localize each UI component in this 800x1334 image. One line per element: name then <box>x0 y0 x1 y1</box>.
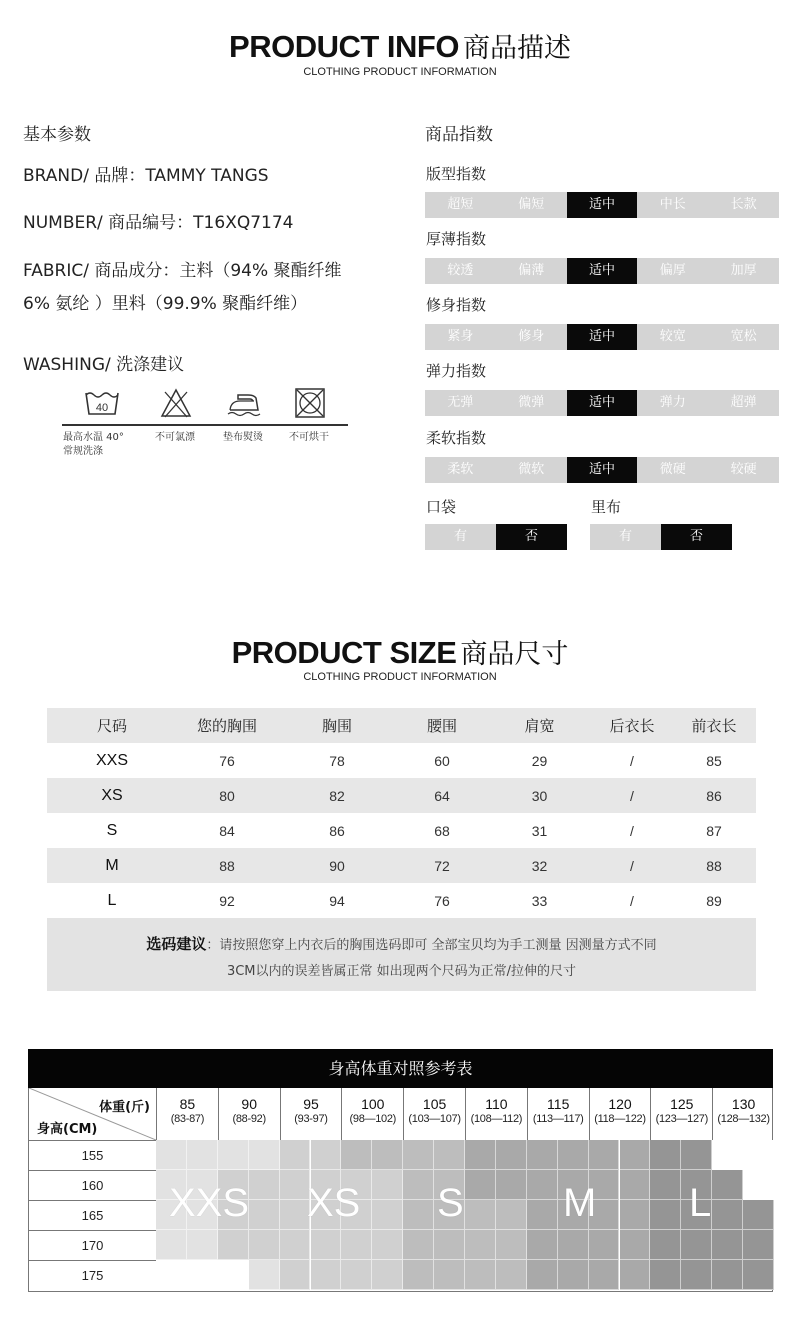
table-cell: 84 <box>219 822 235 839</box>
reference-grid-cell <box>558 1140 589 1170</box>
index-option-selected: 适中 <box>567 324 638 350</box>
index-bar-soft <box>425 457 779 483</box>
reference-grid-cell <box>434 1230 465 1260</box>
reference-grid-cell <box>712 1170 743 1200</box>
reference-grid-cell <box>712 1200 743 1230</box>
height-row-label: 160 <box>29 1170 156 1200</box>
index-option: 超短 <box>447 197 474 212</box>
reference-grid-cell <box>743 1170 774 1200</box>
reference-grid-cell <box>620 1260 651 1290</box>
index-option: 微弹 <box>518 395 545 410</box>
lining-label: 里布 <box>591 498 622 516</box>
size-table <box>47 708 756 918</box>
reference-grid-cell <box>249 1260 280 1290</box>
table-cell: / <box>630 752 634 769</box>
table-cell: / <box>630 822 634 839</box>
reference-grid-cell <box>156 1230 187 1260</box>
size-subtitle: CLOTHING PRODUCT INFORMATION <box>303 671 497 683</box>
table-row <box>47 883 756 918</box>
size-region-label: L <box>689 1181 712 1225</box>
size-region-label: XS <box>307 1181 361 1225</box>
reference-grid-cell <box>341 1260 372 1290</box>
weight-column-header <box>527 1088 589 1140</box>
reference-grid-cell <box>249 1140 280 1170</box>
size-note-box <box>47 918 756 991</box>
reference-grid-cell <box>650 1200 681 1230</box>
table-cell: / <box>592 778 672 813</box>
table-cell: XXS <box>95 751 128 769</box>
reference-grid-cell <box>372 1140 403 1170</box>
table-cell: 30 <box>487 778 592 813</box>
table-cell: 86 <box>672 778 756 813</box>
reference-grid-cell <box>527 1230 558 1260</box>
fabric-line-2: 6% 氨纶 ）里料（99.9% 聚酯纤维） <box>23 294 308 314</box>
reference-grid-cell <box>496 1260 527 1290</box>
weight-range: (128—132) <box>717 1113 770 1125</box>
index-option: 偏厚 <box>659 263 686 278</box>
table-cell: / <box>592 848 672 883</box>
wash-caption-1: 最高水温 40° 常规洗涤 <box>63 432 124 457</box>
lining-bar <box>590 524 732 550</box>
weight-value: 115 <box>547 1096 570 1112</box>
index-option: 修身 <box>518 329 545 344</box>
reference-grid-cell <box>280 1200 311 1230</box>
lining-option: 有 <box>618 529 632 544</box>
header-cell: 胸围 <box>277 708 397 743</box>
info-title-en: PRODUCT INFO <box>229 29 459 64</box>
reference-grid-cell <box>650 1140 681 1170</box>
reference-grid-cell <box>681 1230 712 1260</box>
no-tumble-dry-icon <box>294 387 326 423</box>
reference-grid-cell <box>465 1170 496 1200</box>
iron-with-cloth-icon <box>226 390 264 424</box>
weight-column-header <box>403 1088 465 1140</box>
table-cell: 80 <box>177 778 277 813</box>
index-option: 柔软 <box>447 462 474 477</box>
washing-heading: WASHING/ 洗涤建议 <box>23 355 185 375</box>
reference-grid-cell <box>403 1260 434 1290</box>
table-cell: 94 <box>329 892 345 909</box>
reference-grid-cell <box>249 1170 280 1200</box>
pocket-option: 有 <box>453 529 467 544</box>
weight-value: 125 <box>670 1096 694 1112</box>
index-option: 较硬 <box>730 462 757 477</box>
reference-grid-cell <box>620 1200 651 1230</box>
weight-value: 130 <box>731 1096 756 1112</box>
reference-grid-cell <box>620 1170 651 1200</box>
reference-grid-cell <box>496 1230 527 1260</box>
weight-column-header <box>589 1088 651 1140</box>
size-region-label: S <box>437 1181 464 1225</box>
reference-grid-cell <box>527 1200 558 1230</box>
indices-heading: 商品指数 <box>425 125 493 145</box>
weight-range: (93-97) <box>294 1113 328 1125</box>
index-option: 微硬 <box>659 462 686 477</box>
wash-caption-3: 垫布熨烫 <box>223 432 263 443</box>
weight-range: (118—122) <box>594 1113 646 1125</box>
reference-grid-cell <box>743 1200 774 1230</box>
index-option-selected: 适中 <box>567 258 638 284</box>
reference-grid-cell <box>496 1170 527 1200</box>
lining-option-selected: 否 <box>661 524 732 550</box>
index-option: 宽松 <box>730 329 757 344</box>
reference-grid-cell <box>187 1260 218 1290</box>
table-cell: 76 <box>219 752 235 769</box>
weight-column-header <box>280 1088 342 1140</box>
table-cell: 32 <box>487 848 592 883</box>
reference-grid-cell <box>218 1140 249 1170</box>
table-cell: 31 <box>531 822 548 839</box>
weight-value: 95 <box>303 1096 319 1112</box>
index-option: 较透 <box>447 263 474 278</box>
reference-grid-cell <box>280 1140 311 1170</box>
index-label-fit: 版型指数 <box>426 165 487 183</box>
size-region-label: XXS <box>169 1181 250 1225</box>
weight-column-header <box>156 1088 218 1140</box>
index-option: 较宽 <box>659 329 686 344</box>
table-row <box>47 848 756 883</box>
weight-range: (83-87) <box>170 1113 205 1125</box>
table-row <box>47 743 756 778</box>
info-title-cn: 商品描述 <box>462 33 571 64</box>
index-option: 偏薄 <box>518 263 545 278</box>
reference-grid-cell <box>187 1230 218 1260</box>
wash-temp-label: 40 <box>95 402 109 414</box>
reference-grid-cell <box>372 1170 403 1200</box>
header-cell: 前衣长 <box>672 708 756 743</box>
table-cell: 86 <box>329 822 345 839</box>
table-cell: 85 <box>706 752 722 769</box>
reference-grid-cell <box>496 1140 527 1170</box>
reference-grid-cell <box>372 1260 403 1290</box>
table-cell: 29 <box>531 752 548 769</box>
index-bar-elastic <box>425 390 779 416</box>
pocket-option-selected: 否 <box>496 524 567 550</box>
size-table-header <box>47 708 756 743</box>
header-cell: 您的胸围 <box>177 708 277 743</box>
reference-grid-cell <box>712 1260 743 1290</box>
index-option: 弹力 <box>659 395 686 410</box>
index-label-thickness: 厚薄指数 <box>426 230 487 248</box>
weight-value: 120 <box>608 1096 632 1112</box>
info-subtitle: CLOTHING PRODUCT INFORMATION <box>303 66 497 78</box>
reference-corner <box>29 1088 156 1140</box>
reference-grid-cell <box>496 1200 527 1230</box>
size-region-label: M <box>563 1181 597 1225</box>
reference-grid-cell <box>712 1230 743 1260</box>
reference-grid-cell <box>650 1230 681 1260</box>
header-cell: 尺码 <box>47 708 177 743</box>
reference-grid-cell <box>527 1260 558 1290</box>
info-section-title <box>0 26 800 65</box>
reference-grid-cell <box>681 1260 712 1290</box>
table-cell: 72 <box>397 848 487 883</box>
reference-grid-cell <box>558 1230 589 1260</box>
wash-caption-2: 不可氯漂 <box>155 432 195 443</box>
fabric-line-1: FABRIC/ 商品成分：主料（94% 聚酯纤维 <box>23 261 342 281</box>
weight-range: (113—117) <box>532 1113 584 1125</box>
height-row-label: 165 <box>29 1200 156 1230</box>
index-label-soft: 柔软指数 <box>426 429 487 447</box>
weight-range: (98—102) <box>349 1113 397 1125</box>
reference-grid-cell <box>218 1230 249 1260</box>
index-option: 紧身 <box>447 329 474 344</box>
weight-column-header <box>465 1088 527 1140</box>
reference-grid-cell <box>650 1170 681 1200</box>
reference-grid-cell <box>589 1140 620 1170</box>
table-cell: 87 <box>706 822 722 839</box>
reference-grid-cell <box>156 1260 187 1290</box>
weight-value: 110 <box>485 1096 508 1112</box>
number-text: NUMBER/ 商品编号：T16XQ7174 <box>23 213 294 233</box>
height-row-label: 170 <box>29 1230 156 1260</box>
reference-grid-cell <box>311 1230 342 1260</box>
weight-value: 90 <box>241 1096 257 1112</box>
basic-heading: 基本参数 <box>23 125 91 145</box>
index-label-slim: 修身指数 <box>426 296 487 314</box>
index-option-selected: 适中 <box>567 457 638 483</box>
reference-grid-cell <box>341 1140 372 1170</box>
reference-grid-cell <box>527 1140 558 1170</box>
index-option: 中长 <box>659 197 686 212</box>
reference-grid-cell <box>249 1200 280 1230</box>
reference-grid-cell <box>589 1230 620 1260</box>
table-cell: 82 <box>277 778 397 813</box>
reference-grid-cell <box>465 1260 496 1290</box>
header-cell: 肩宽 <box>487 708 592 743</box>
reference-grid-cell <box>280 1260 311 1290</box>
weight-column-header <box>218 1088 280 1140</box>
no-bleach-icon <box>160 387 192 423</box>
weight-column-header <box>712 1088 774 1140</box>
weight-range: (103—107) <box>408 1113 461 1125</box>
reference-grid-cell <box>620 1230 651 1260</box>
header-cell: 后衣长 <box>592 708 672 743</box>
reference-table <box>28 1088 773 1292</box>
reference-grid-cell <box>403 1230 434 1260</box>
weight-axis-label: 体重(斤) <box>99 1100 150 1115</box>
height-row-label: 155 <box>29 1140 156 1170</box>
reference-grid-cell <box>620 1140 651 1170</box>
table-cell: 76 <box>434 892 450 909</box>
index-option: 加厚 <box>730 263 757 278</box>
reference-grid-cell <box>434 1140 465 1170</box>
table-cell: 64 <box>397 778 487 813</box>
wash-divider <box>62 424 348 426</box>
size-note-line-1: 选码建议：请按照您穿上内衣后的胸围选码即可 全部宝贝均为手工测量 因测量方式不同 <box>146 935 657 953</box>
index-option: 无弹 <box>447 395 474 410</box>
table-row <box>47 778 756 813</box>
weight-value: 105 <box>422 1096 447 1112</box>
reference-grid-cell <box>372 1230 403 1260</box>
table-cell: 60 <box>434 752 450 769</box>
table-row <box>47 813 756 848</box>
reference-grid-cell <box>527 1170 558 1200</box>
size-note-label: 选码建议 <box>146 935 207 953</box>
reference-grid-cell <box>372 1200 403 1230</box>
reference-grid-cell <box>280 1170 311 1200</box>
weight-range: (123—127) <box>655 1113 708 1125</box>
weight-value: 85 <box>179 1096 196 1112</box>
table-cell: S <box>106 821 118 839</box>
table-cell: L <box>107 891 117 909</box>
reference-grid-cell <box>403 1170 434 1200</box>
reference-grid-cell <box>341 1230 372 1260</box>
table-cell: 78 <box>329 752 345 769</box>
table-cell: M <box>47 848 177 883</box>
index-bar-thickness <box>425 258 779 284</box>
reference-grid-cell <box>743 1260 774 1290</box>
reference-grid-cell <box>403 1140 434 1170</box>
size-section-title <box>0 632 800 671</box>
height-axis-label: 身高(CM) <box>37 1122 98 1137</box>
reference-grid-cell <box>465 1230 496 1260</box>
wash-caption-4: 不可烘干 <box>289 432 329 443</box>
reference-title: 身高体重对照参考表 <box>28 1049 773 1088</box>
index-option: 微软 <box>518 462 545 477</box>
reference-grid-cell <box>465 1140 496 1170</box>
reference-grid-cell <box>311 1260 342 1290</box>
table-cell: 92 <box>219 892 235 909</box>
weight-column-header <box>650 1088 712 1140</box>
table-cell: / <box>630 892 634 909</box>
reference-grid-cell <box>743 1230 774 1260</box>
table-cell: 33 <box>531 892 548 909</box>
height-row-label: 175 <box>29 1260 156 1290</box>
pocket-bar <box>425 524 567 550</box>
table-cell: 88 <box>177 848 277 883</box>
weight-range: (88-92) <box>232 1113 266 1125</box>
reference-grid-cell <box>681 1140 712 1170</box>
reference-grid-cell <box>218 1260 249 1290</box>
wash-tub-40-icon <box>84 387 120 423</box>
reference-grid-cell <box>187 1140 218 1170</box>
reference-grid-cell <box>249 1230 280 1260</box>
reference-grid-cell <box>558 1260 589 1290</box>
table-cell: 68 <box>434 822 450 839</box>
index-label-elastic: 弹力指数 <box>426 362 487 380</box>
index-bar-slim <box>425 324 779 350</box>
table-cell: XS <box>47 778 177 813</box>
size-title-en: PRODUCT SIZE <box>231 635 457 670</box>
table-cell: 90 <box>277 848 397 883</box>
reference-grid-cell <box>465 1200 496 1230</box>
reference-grid-cell <box>434 1260 465 1290</box>
reference-grid-cell <box>311 1140 342 1170</box>
pocket-label: 口袋 <box>426 498 457 516</box>
size-note-line-2: 3CM以内的误差皆属正常 如出现两个尺码为正常/拉伸的尺寸 <box>226 964 577 979</box>
weight-value: 100 <box>361 1096 385 1112</box>
reference-grid-cell <box>589 1260 620 1290</box>
index-option: 偏短 <box>518 197 545 212</box>
reference-grid-cell <box>403 1200 434 1230</box>
table-cell: 88 <box>672 848 756 883</box>
brand-text: BRAND/ 品牌：TAMMY TANGS <box>23 166 269 186</box>
index-option: 超弹 <box>730 395 757 410</box>
index-option: 长款 <box>730 197 757 212</box>
weight-range: (108—112) <box>470 1113 523 1125</box>
index-option-selected: 适中 <box>567 192 638 218</box>
weight-column-header <box>341 1088 403 1140</box>
size-title-cn: 商品尺寸 <box>460 639 569 670</box>
reference-grid-cell <box>156 1140 187 1170</box>
table-cell: 89 <box>706 892 722 909</box>
index-bar-fit <box>425 192 779 218</box>
reference-grid-cell <box>743 1140 774 1170</box>
header-cell: 腰围 <box>397 708 487 743</box>
reference-grid-cell <box>280 1230 311 1260</box>
index-option-selected: 适中 <box>567 390 638 416</box>
reference-grid-cell <box>650 1260 681 1290</box>
